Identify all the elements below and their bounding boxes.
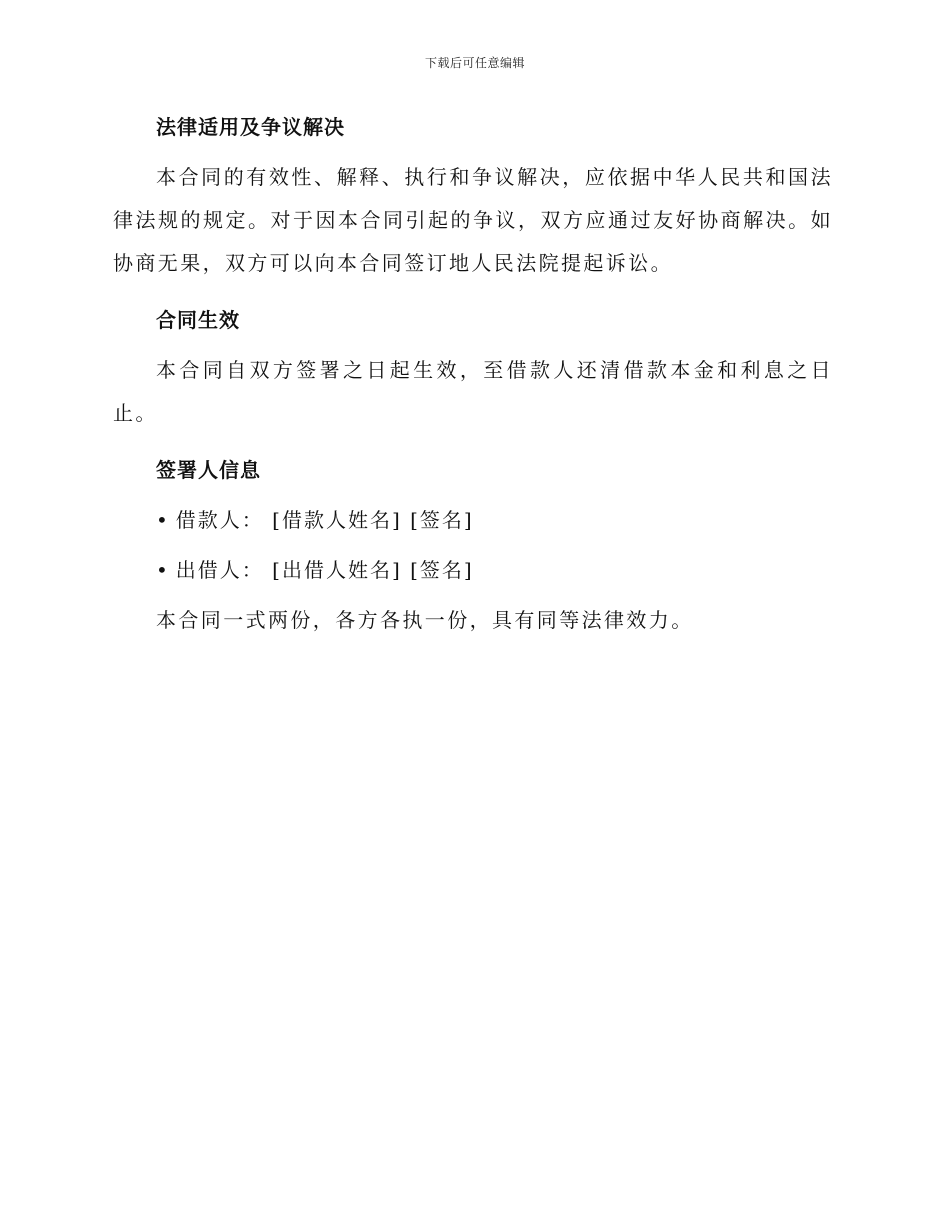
section-title-law: 法律适用及争议解决 <box>156 115 345 139</box>
bullet-dot-icon: • <box>156 508 170 532</box>
section-title-signers: 签署人信息 <box>156 458 261 482</box>
section-title-effect: 合同生效 <box>156 308 240 332</box>
bullet-dot-icon: • <box>156 558 170 582</box>
document-body <box>113 112 833 642</box>
section-body-law: 本合同的有效性、解释、执行和争议解决，应依据中华人民共和国法律法规的规定。对于因本合同引起的争议，双方应通过友好协商解决。如协商无果，双方可以向本合同签订地人民法院提起诉讼。 <box>113 165 833 275</box>
signer-lender-text: 出借人： [出借人姓名] [签名] <box>175 558 474 582</box>
signer-borrower-line <box>113 505 833 535</box>
page-header-note: 下载后可任意编辑 <box>424 56 525 70</box>
closing-statement: 本合同一式两份，各方各执一份，具有同等法律效力。 <box>156 608 694 632</box>
signer-lender-line <box>113 555 833 585</box>
signer-borrower-text: 借款人： [借款人姓名] [签名] <box>175 508 474 532</box>
section-body-effect: 本合同自双方签署之日起生效，至借款人还清借款本金和利息之日止。 <box>113 358 833 425</box>
